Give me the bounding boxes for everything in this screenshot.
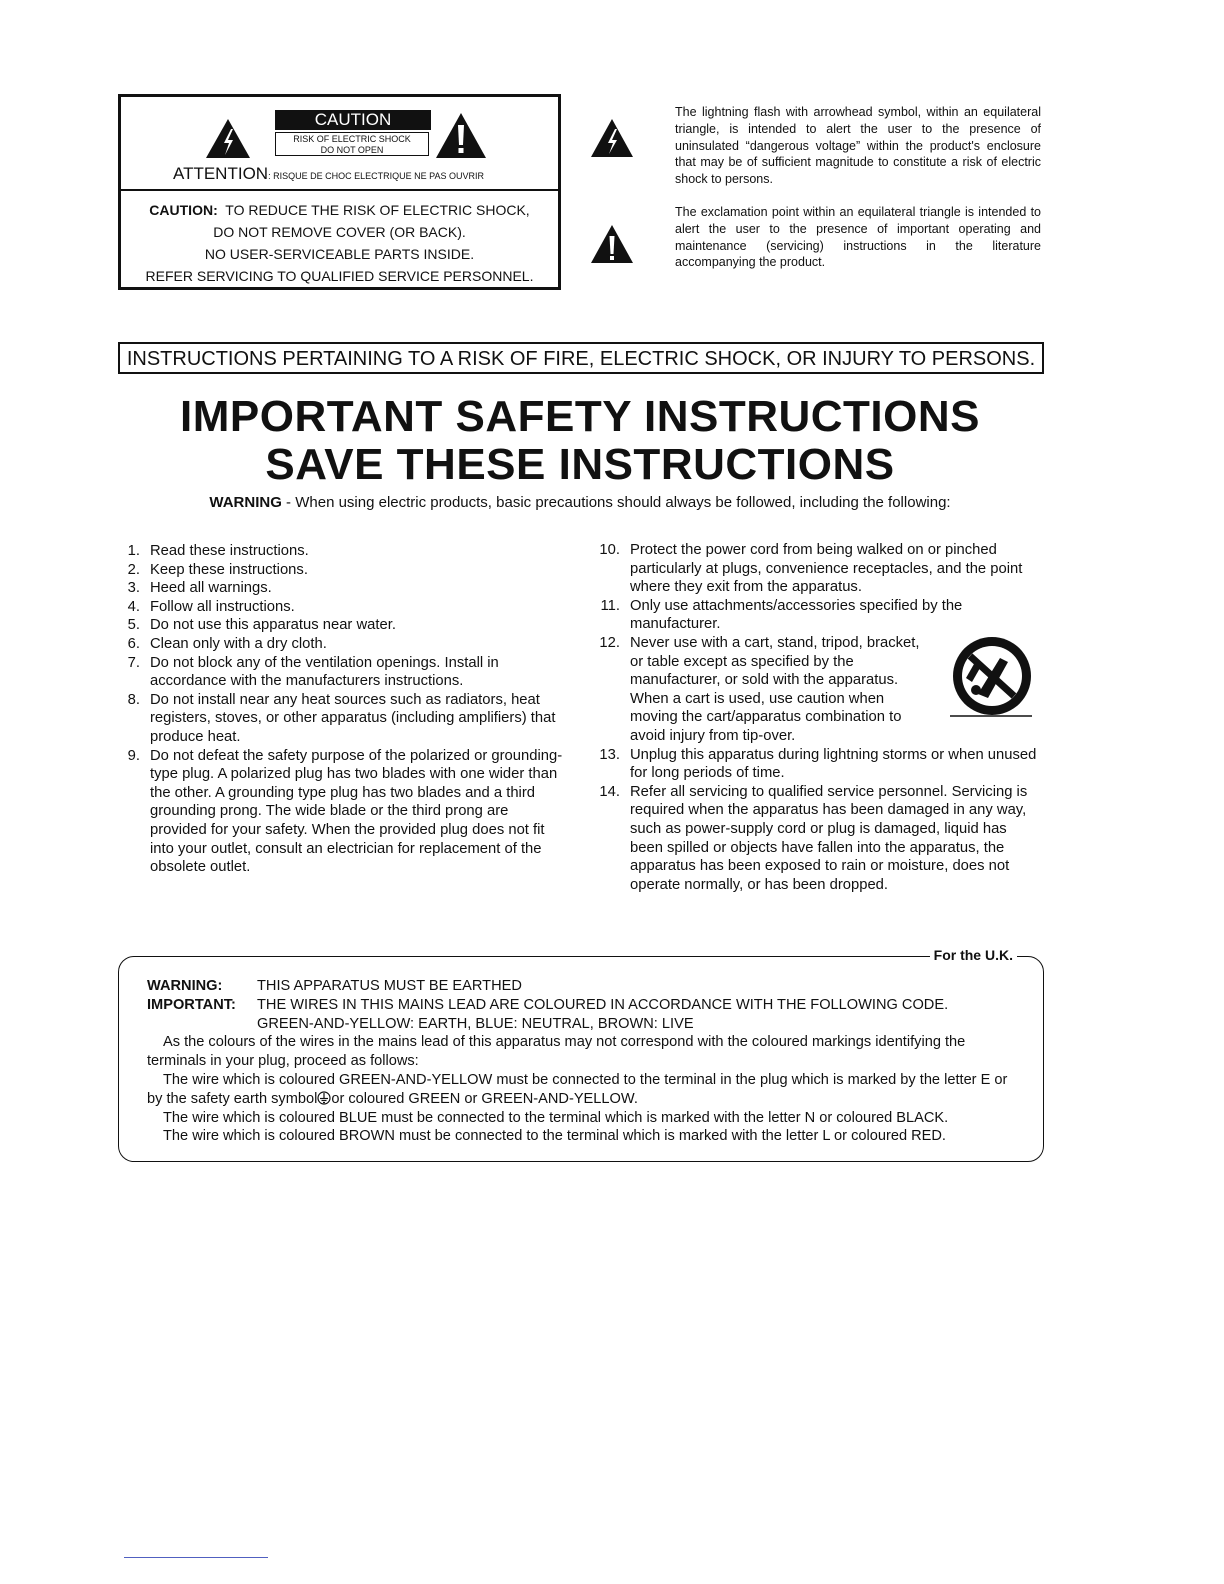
uk-colour-code-row: [147, 1015, 1017, 1034]
uk-label: For the U.K.: [930, 947, 1017, 963]
item-number: 8.: [127, 691, 140, 708]
footer-divider: [124, 1557, 268, 1558]
caution-line-4: REFER SERVICING TO QUALIFIED SERVICE PERSONNEL.: [145, 268, 534, 284]
item-text: Protect the power cord from being walked on or pinched particularly at plugs, convenience receptacles, and the point where they exit from the apparatus.: [630, 542, 1023, 596]
list-item: [598, 597, 1040, 634]
item-text: Do not block any of the ventilation openings. Install in accordance with the manufacturers instructions.: [150, 654, 499, 690]
item-text: Only use attachments/accessories specified by the manufacturer.: [630, 597, 963, 633]
item-text: Keep these instructions.: [150, 561, 308, 578]
item-text: Follow all instructions.: [150, 598, 295, 615]
caution-panel: [118, 94, 561, 290]
uk-important-value-1: THE WIRES IN THIS MAINS LEAD ARE COLOURED IN ACCORDANCE WITH THE FOLLOWING CODE.: [257, 996, 949, 1013]
lightning-triangle-icon: [590, 118, 634, 158]
list-item: [118, 635, 568, 654]
page-subtitle: SAVE THESE INSTRUCTIONS: [265, 440, 895, 489]
item-number: 5.: [127, 617, 140, 634]
instructions-bar: INSTRUCTIONS PERTAINING TO A RISK OF FIRE, ELECTRIC SHOCK, OR INJURY TO PERSONS.: [118, 342, 1044, 374]
list-item: [598, 783, 1040, 895]
warning-line: [0, 494, 1160, 511]
item-text: Never use with a cart, stand, tripod, bracket, or table except as specified by the manufacturer, or sold with the apparatus. When a cart is used, use caution when moving the cart/apparatus combination to avoid injury from tip-over.: [630, 634, 920, 744]
risk-of-shock-box: [275, 132, 429, 156]
item-number: 14.: [599, 783, 620, 800]
uk-warning-key: WARNING:: [147, 978, 223, 994]
lightning-symbol-description: The lightning flash with arrowhead symbol, within an equilateral triangle, is intended to alert the user to the presence of uninsulated “dangerous voltage” within the product's enclosure that may be of sufficient magnitude to constitute a risk of electric shock to persons.: [675, 105, 1041, 187]
item-number: 10.: [599, 542, 620, 558]
item-text: Do not defeat the safety purpose of the polarized or grounding-type plug. A polarized plug has two blades with one wider than the other. A grounding type plug has two blades and a third grounding prong. The wide blade or the third prong are provided for your safety. When the provided plug does not fit into your outlet, consult an electrician for replacement of the obsolete outlet.: [150, 747, 563, 876]
exclamation-symbol-description: The exclamation point within an equilateral triangle is intended to alert the user to the presence of important operating and maintenance (servicing) instructions in the literature accompanying the product.: [675, 205, 1041, 270]
item-number: 1.: [127, 543, 140, 559]
item-text: Refer all servicing to qualified service personnel. Servicing is required when the apparatus has been damaged in any way, such as power-supply cord or plug is damaged, liquid has been spilled or objects have fallen into the apparatus, the apparatus has been exposed to rain or moisture, does not operate normally, or has been dropped.: [630, 783, 1028, 893]
item-text: Heed all warnings.: [150, 580, 272, 597]
uk-paragraph-3: The wire which is coloured BLUE must be connected to the terminal which is marked with the letter N or coloured BLACK.: [163, 1109, 949, 1126]
warning-label: WARNING: [209, 494, 282, 511]
attention-french: : RISQUE DE CHOC ELECTRIQUE NE PAS OUVRIR: [268, 171, 484, 181]
caution-word: CAUTION:: [149, 202, 218, 218]
risk-line-1: RISK OF ELECTRIC SHOCK: [293, 134, 411, 144]
item-number: 12.: [599, 634, 620, 651]
warning-text: - When using electric products, basic precautions should always be followed, including the following:: [281, 494, 951, 511]
uk-warning-value: THIS APPARATUS MUST BE EARTHED: [257, 978, 522, 994]
caution-text: [121, 191, 558, 287]
exclamation-triangle-icon: [590, 224, 634, 264]
list-item: [118, 542, 568, 561]
cart-tipover-warning-icon: [948, 634, 1034, 720]
item-number: 2.: [127, 561, 140, 578]
uk-text: [147, 977, 1017, 1146]
instructions-list-left: [118, 542, 568, 877]
lightning-warning-icon: [205, 117, 251, 159]
uk-paragraph-4: The wire which is coloured BROWN must be connected to the terminal which is marked with the letter L or coloured RED.: [163, 1128, 946, 1145]
item-number: 6.: [127, 635, 140, 652]
caution-label: CAUTION: [275, 110, 431, 130]
earth-symbol-icon: [317, 1091, 331, 1105]
caution-line-1: [121, 199, 558, 221]
list-item: [118, 579, 568, 598]
item-number: 9.: [127, 747, 140, 764]
caution-header: [121, 97, 558, 191]
item-number: 3.: [127, 580, 140, 597]
list-item: [118, 747, 568, 877]
exclamation-warning-icon: [435, 111, 487, 159]
uk-important-key: IMPORTANT:: [147, 996, 236, 1013]
list-item: [598, 541, 1040, 597]
attention-word: ATTENTION: [173, 164, 269, 183]
uk-important-value-2: GREEN-AND-YELLOW: EARTH, BLUE: NEUTRAL, BROWN: LIVE: [257, 1015, 694, 1032]
item-number: 13.: [599, 746, 620, 763]
item-number: 4.: [127, 598, 140, 615]
uk-paragraph-2b: or coloured GREEN or GREEN-AND-YELLOW.: [331, 1090, 638, 1107]
item-text: Do not install near any heat sources such as radiators, heat registers, stoves, or other apparatus (including amplifiers) that produce heat.: [150, 691, 556, 745]
list-item: [118, 654, 568, 691]
uk-important-row: [147, 996, 1017, 1015]
uk-paragraph-1: As the colours of the wires in the mains lead of this apparatus may not correspond with the coloured markings identifying the terminals in your plug, proceed as follows:: [147, 1034, 966, 1070]
caution-line-3: NO USER-SERVICEABLE PARTS INSIDE.: [204, 246, 475, 262]
list-item: [118, 691, 568, 747]
list-item: [598, 746, 1040, 783]
item-number: 7.: [127, 654, 140, 671]
uk-wiring-notice: [118, 947, 1044, 1162]
list-item: [118, 616, 568, 635]
uk-warning-row: [147, 977, 1017, 996]
page-title: IMPORTANT SAFETY INSTRUCTIONS: [180, 392, 980, 441]
item-text: Clean only with a dry cloth.: [150, 635, 327, 652]
item-text: Unplug this apparatus during lightning storms or when unused for long periods of time.: [630, 746, 1037, 782]
uk-paragraph-2: [147, 1071, 1017, 1109]
list-item: [118, 561, 568, 580]
risk-line-2: DO NOT OPEN: [320, 145, 384, 155]
attention-line: [173, 164, 484, 184]
item-text: Do not use this apparatus near water.: [150, 617, 396, 634]
list-item: [118, 598, 568, 617]
caution-line-2: DO NOT REMOVE COVER (OR BACK).: [213, 224, 466, 240]
uk-paragraph-2a: The wire which is coloured GREEN-AND-YELLOW must be connected to the terminal in the plug which is marked by the letter E or by the safety earth symbol: [147, 1071, 1008, 1107]
caution-text-1: TO REDUCE THE RISK OF ELECTRIC SHOCK,: [225, 202, 530, 218]
uk-key-spacer: [147, 1015, 257, 1034]
item-number: 11.: [600, 597, 620, 614]
item-text: Read these instructions.: [150, 543, 309, 559]
